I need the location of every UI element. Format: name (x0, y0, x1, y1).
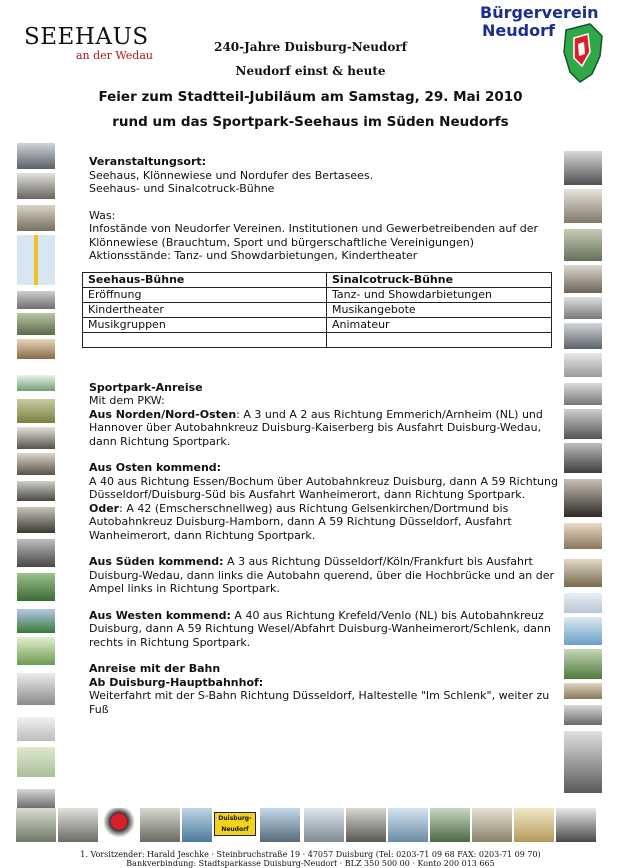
table-header-cell: Sinalcotruck-Bühne (327, 272, 552, 287)
directions-south (89, 555, 559, 596)
photo-thumbnail (563, 352, 603, 378)
photo-thumbnail (16, 312, 56, 336)
photo-thumbnail (182, 808, 212, 842)
photo-thumbnail (563, 296, 603, 320)
venue-heading: Veranstaltungsort: (89, 155, 207, 168)
photo-thumbnail (563, 228, 603, 262)
photo-thumbnail (16, 142, 56, 170)
photo-thumbnail (563, 592, 603, 614)
table-cell: Musikangebote (327, 302, 552, 317)
directions-south-label: Aus Süden kommend: (89, 555, 224, 568)
table-cell: Kindertheater (83, 302, 327, 317)
directions-south-text: A 3 aus Richtung Düsseldorf/Köln/Frankfurt bis Ausfahrt Duisburg-Wedau, dann links die Autobahn querend, über die Hochbrücke und an der Ampel links in Richtung Sportpark. (89, 555, 555, 595)
town-sign-text: Duisburg-Neudorf (218, 815, 252, 833)
photo-thumbnail (563, 616, 603, 646)
photo-thumbnail (16, 572, 56, 602)
seehaus-logo-subtitle: an der Wedau (75, 49, 153, 62)
photo-thumbnail (563, 408, 603, 440)
photo-thumbnail (430, 808, 470, 842)
photo-thumbnail (16, 338, 56, 360)
table-row (83, 302, 552, 317)
photo-thumbnail (16, 480, 56, 502)
table-header-cell: Seehaus-Bühne (83, 272, 327, 287)
photo-thumbnail (140, 808, 180, 842)
directions-east-text: A 40 aus Richtung Essen/Bochum über Autobahnkreuz Duisburg, dann A 59 Richtung Düsseldorf/Duisburg-Süd bis Ausfahrt Wanheimerort, dann Richtung Sportpark. (89, 474, 558, 501)
seehaus-logo-title: SEEHAUS (24, 24, 149, 50)
photo-thumbnail (16, 290, 56, 310)
directions-east-label: Aus Osten kommend: (89, 461, 222, 474)
bottom-photo-strip (16, 808, 606, 844)
photo-thumbnail (556, 808, 596, 842)
footer-bank: Bankverbindung: Stadtsparkasse Duisburg-Neudorf · BLZ 350 500 00 · Konto 200 013 665 (126, 860, 495, 868)
photo-thumbnail (563, 558, 603, 588)
directions-heading: Sportpark-Anreise (89, 380, 203, 394)
photo-thumbnail (346, 808, 386, 842)
directions-west-text: A 40 aus Richtung Krefeld/Venlo (NL) bis Autobahnkreuz Duisburg, dann A 59 Richtung Wesel/Abfahrt Duisburg-Wanheimerort/Schlenk, dann rechts in Richtung Sportpark. (89, 608, 551, 649)
directions-west (89, 609, 559, 650)
photo-thumbnail (563, 442, 603, 474)
tower-photo (16, 234, 56, 286)
header-anniversary: 240-Jahre Duisburg-Neudorf (214, 40, 407, 54)
photo-thumbnail (472, 808, 512, 842)
photo-thumbnail (563, 704, 603, 726)
directions-east-or-label: Oder (89, 501, 120, 515)
photo-thumbnail (563, 682, 603, 700)
buergerverein-logo-line2: Neudorf (482, 21, 555, 40)
town-sign (214, 812, 256, 836)
buergerverein-logo-line1: Bürgerverein (480, 3, 599, 22)
what-heading: Was: (89, 208, 116, 222)
table-cell: Tanz- und Showdarbietungen (327, 287, 552, 302)
photo-thumbnail (563, 522, 603, 550)
train-heading: Anreise mit der Bahn (89, 662, 221, 675)
what-text-1: Infostände von Neudorfer Vereinen. Institutionen und Gewerbetreibenden auf der Klönnewiese (Brauchtum, Sport und bürgerschaftliche Vereinigungen) (89, 222, 539, 249)
table-row (83, 287, 552, 302)
venue-line-1: Seehaus, Klönnewiese und Nordufer des Bertasees. (89, 168, 374, 182)
directions-east-or (89, 502, 559, 543)
photo-thumbnail (16, 636, 56, 666)
what-text-2: Aktionsstände: Tanz- und Showdarbietungen, Kindertheater (89, 249, 418, 262)
train-text: Weiterfahrt mit der S-Bahn Richtung Düsseldorf, Haltestelle "Im Schlenk", weiter zu Fuß (89, 689, 550, 716)
photo-thumbnail (563, 150, 603, 186)
header-subtitle: Neudorf einst & heute (235, 64, 386, 78)
photo-thumbnail (563, 188, 603, 224)
photo-thumbnail (260, 808, 300, 842)
table-cell: Musikgruppen (83, 317, 327, 332)
train-subheading: Ab Duisburg-Hauptbahnhof: (89, 675, 264, 689)
directions-car: Mit dem PKW: (89, 394, 165, 407)
table-header-row (83, 272, 552, 287)
photo-thumbnail (16, 426, 56, 450)
photo-thumbnail (58, 808, 98, 842)
table-cell: Animateur (327, 317, 552, 332)
header-event-location: rund um das Sportpark-Seehaus im Süden Neudorfs (112, 114, 509, 130)
photo-thumbnail (16, 398, 56, 424)
photo-thumbnail (16, 672, 56, 706)
photo-thumbnail (563, 264, 603, 294)
directions-east-or-text: : A 42 (Emscherschnellweg) aus Richtung Gelsenkirchen/Dortmund bis Autobahnkreuz Duisburg-Hamborn, dann A 59 Richtung Düsseldorf, Ausfahrt Wanheimerort, dann Richtung Sportpark. (89, 501, 512, 542)
city-crest-icon (102, 808, 136, 842)
footer-contact: 1. Vorsitzender: Harald Jeschke · Steinbruchstraße 19 · 47057 Duisburg (Tel: 0203-71 09 68 FAX: 0203-71 09 70) (80, 850, 541, 859)
photo-thumbnail (16, 808, 56, 842)
photo-thumbnail (16, 746, 56, 778)
photo-thumbnail (16, 452, 56, 476)
main-content (89, 155, 559, 716)
photo-thumbnail (16, 506, 56, 534)
photo-thumbnail (16, 204, 56, 232)
photo-thumbnail (563, 382, 603, 406)
photo-thumbnail (16, 538, 56, 568)
photo-thumbnail (388, 808, 428, 842)
photo-thumbnail (16, 608, 56, 634)
directions-north-label: Aus Norden/Nord-Osten (89, 407, 237, 421)
venue-line-2: Seehaus- und Sinalcotruck-Bühne (89, 182, 275, 195)
table-cell: Eröffnung (83, 287, 327, 302)
directions-north (89, 408, 559, 449)
photo-thumbnail (16, 374, 56, 392)
photo-thumbnail (16, 788, 56, 810)
program-table (82, 272, 552, 348)
photo-thumbnail (514, 808, 554, 842)
directions-north-text: : A 3 und A 2 aus Richtung Emmerich/Arnheim (NL) und Hannover über Autobahnkreuz Duisburg-Kaiserberg bis Ausfahrt Duisburg-Wedau, dann Richtung Sportpark. (89, 407, 543, 448)
photo-thumbnail (304, 808, 344, 842)
table-cell (327, 332, 552, 347)
table-row (83, 317, 552, 332)
header-event-date: Feier zum Stadtteil-Jubiläum am Samstag, 29. Mai 2010 (98, 89, 523, 105)
photo-thumbnail (16, 172, 56, 200)
directions-west-label: Aus Westen kommend: (89, 608, 231, 622)
table-cell (83, 332, 327, 347)
photo-thumbnail (563, 478, 603, 518)
table-row (83, 332, 552, 347)
photo-thumbnail (563, 730, 603, 794)
photo-thumbnail (563, 322, 603, 350)
photo-thumbnail (563, 648, 603, 680)
photo-thumbnail (16, 716, 56, 742)
